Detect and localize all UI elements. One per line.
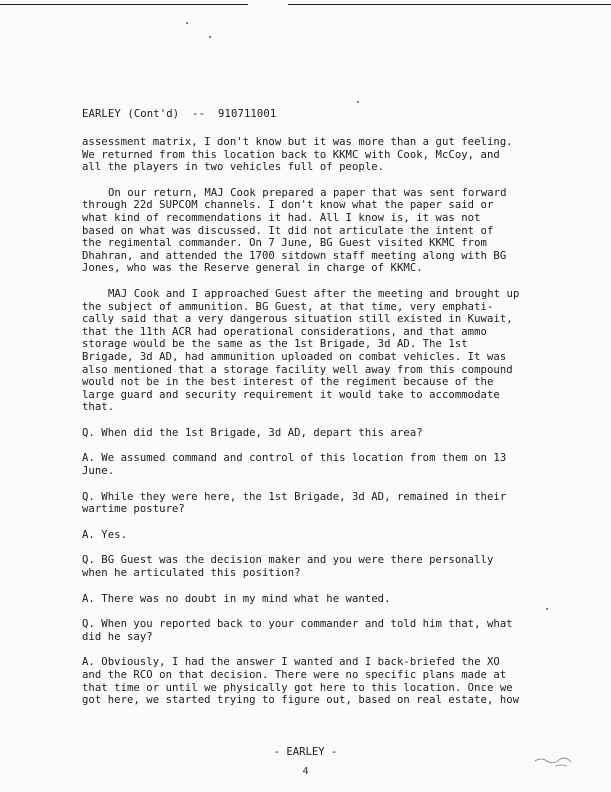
transcript-paragraph [82, 618, 582, 643]
text-line: Q. When you reported back to your commander and told him that, what [82, 618, 513, 631]
transcript-paragraph [82, 491, 582, 516]
page-number: 4 [302, 766, 309, 777]
text-line: Q. When did the 1st Brigade, 3d AD, depart this area? [82, 426, 423, 439]
text-line: that. [82, 401, 115, 414]
text-line: that time or until we physically got here to this location. Once we [82, 681, 513, 694]
text-line: got here, we started trying to figure out, based on real estate, how [82, 694, 520, 707]
text-line: June. [82, 465, 115, 478]
text-line: that the 11th ACR had operational considerations, and that ammo [82, 325, 487, 338]
margin-scribble [533, 753, 577, 769]
text-line: A. Yes. [82, 528, 127, 541]
text-line: and the RCO on that decision. There were no specific plans made at [82, 669, 507, 681]
text-line: through 22d SUPCOM channels. I don't know what the paper said or [82, 199, 494, 212]
transcript-paragraph [82, 593, 582, 606]
text-line: what kind of recommendations it had. All I know is, it was not [82, 211, 481, 224]
text-line: Q. BG Guest was the decision maker and you were there personally [82, 554, 494, 567]
text-line: Dhahran, and attended the 1700 sitdown staff meeting along with BG [82, 249, 507, 262]
text-line: wartime posture? [82, 503, 185, 516]
text-line: On our return, MAJ Cook prepared a paper that was sent forward [108, 186, 507, 199]
transcript-paragraph [82, 187, 582, 275]
text-line: We returned from this location back to KKMC with Cook, McCoy, and [82, 148, 500, 161]
transcript-paragraph [82, 529, 582, 542]
text-line: Brigade, 3d AD, had ammunition uploaded on combat vehicles. It was [82, 350, 507, 363]
top-edge-rule-right [288, 4, 611, 5]
top-edge-rule-left [0, 4, 248, 5]
scan-speck [357, 101, 359, 103]
text-line: A. We assumed command and control of this location from them on 13 [82, 452, 507, 465]
transcript-paragraph [82, 136, 582, 174]
text-line: A. There was no doubt in my mind what he wanted. [82, 592, 391, 605]
transcript-paragraph [82, 288, 582, 414]
text-line: large guard and security requirement it would take to accommodate [82, 388, 500, 401]
transcript-paragraph [82, 452, 582, 477]
text-line: Q. While they were here, the 1st Brigade, 3d AD, remained in their [82, 490, 507, 503]
transcript-body [82, 136, 582, 720]
text-line: A. Obviously, I had the answer I wanted and I back-briefed the XO [82, 656, 500, 669]
page-header: EARLEY (Cont'd) -- 910711001 [82, 108, 277, 120]
transcript-paragraph [82, 656, 582, 706]
text-line: when he articulated this position? [82, 567, 301, 580]
scan-speck [186, 22, 188, 24]
page-footer: - EARLEY - [273, 746, 338, 758]
text-line: based on what was discussed. It did not articulate the intent of [82, 224, 494, 237]
text-line: Jones, who was the Reserve general in charge of KKMC. [82, 262, 423, 275]
text-line: cally said that a very dangerous situation still existed in Kuwait, [82, 313, 513, 326]
text-line: MAJ Cook and I approached Guest after the meeting and brought up [108, 287, 520, 300]
scan-speck [209, 36, 211, 38]
text-line: the regimental commander. On 7 June, BG Guest visited KKMC from [82, 237, 487, 250]
transcript-paragraph [82, 554, 582, 579]
text-line: would not be in the best interest of the regiment because of the [82, 376, 494, 389]
text-line: assessment matrix, I don't know but it was more than a gut feeling. [82, 136, 513, 148]
text-line: all the players in two vehicles full of people. [82, 161, 385, 174]
text-line: storage would be the same as the 1st Brigade, 3d AD. The 1st [82, 338, 468, 351]
text-line: also mentioned that a storage facility well away from this compound [82, 363, 513, 376]
transcript-paragraph [82, 427, 582, 440]
text-line: did he say? [82, 630, 153, 643]
text-line: the subject of ammunition. BG Guest, at that time, very emphati- [82, 300, 494, 313]
